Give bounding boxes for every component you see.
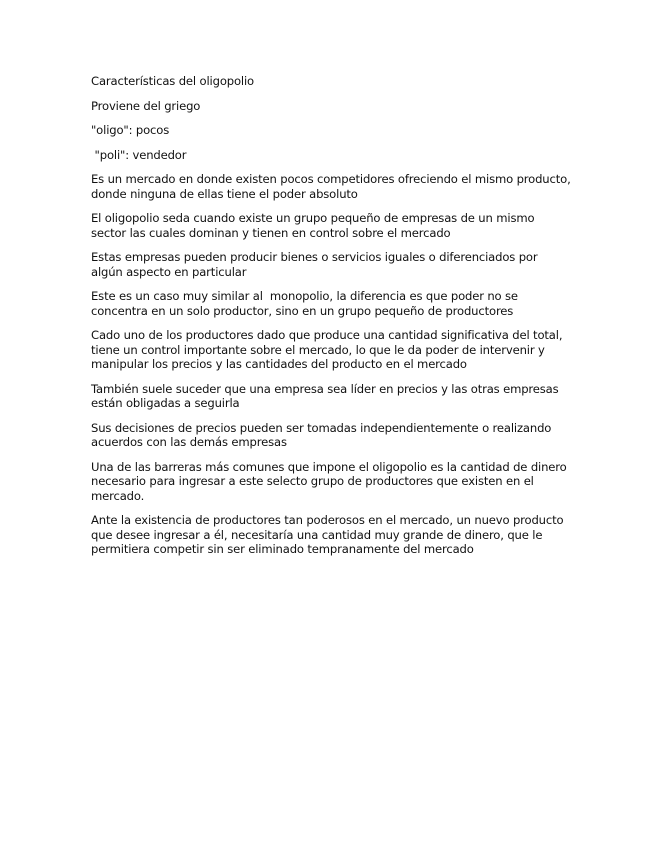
paragraph: Estas empresas pueden producir bienes o servicios iguales o diferenciados por algún aspecto en particular bbox=[91, 250, 542, 279]
paragraph: "poli": vendedor bbox=[91, 147, 187, 162]
paragraph: Sus decisiones de precios pueden ser tomadas independientemente o realizando acuerdos con las demás empresas bbox=[91, 420, 555, 449]
paragraph: Proviene del griego bbox=[91, 98, 201, 113]
paragraph: También suele suceder que una empresa sea líder en precios y las otras empresas están obligadas a seguirla bbox=[91, 381, 563, 410]
paragraph: Es un mercado en donde existen pocos competidores ofreciendo el mismo producto, donde ninguna de ellas tiene el poder absoluto bbox=[91, 172, 575, 201]
paragraph: Una de las barreras más comunes que impone el oligopolio es la cantidad de dinero necesario para ingresar a este selecto grupo de productores que existen en el mercado. bbox=[91, 459, 571, 503]
paragraph: "oligo": pocos bbox=[91, 123, 170, 137]
paragraph: Cado uno de los productores dado que produce una cantidad significativa del total, tiene un control importante sobre el mercado, lo que le da poder de intervenir y manipular los precios y las cantidades del producto en el mercado bbox=[91, 328, 566, 371]
paragraph: Ante la existencia de productores tan poderosos en el mercado, un nuevo producto que desee ingresar a él, necesitaría una cantidad muy grande de dinero, que le permitiera competir sin ser eliminado tempranamente del mercado bbox=[91, 513, 567, 556]
paragraph: El oligopolio seda cuando existe un grupo pequeño de empresas de un mismo sector las cuales dominan y tienen en control sobre el mercado bbox=[91, 211, 538, 240]
document-title: Características del oligopolio bbox=[91, 74, 254, 88]
paragraph: Este es un caso muy similar al monopolio, la diferencia es que poder no se concentra en un solo productor, sino en un grupo pequeño de productores bbox=[91, 289, 522, 318]
document-body bbox=[91, 74, 575, 567]
